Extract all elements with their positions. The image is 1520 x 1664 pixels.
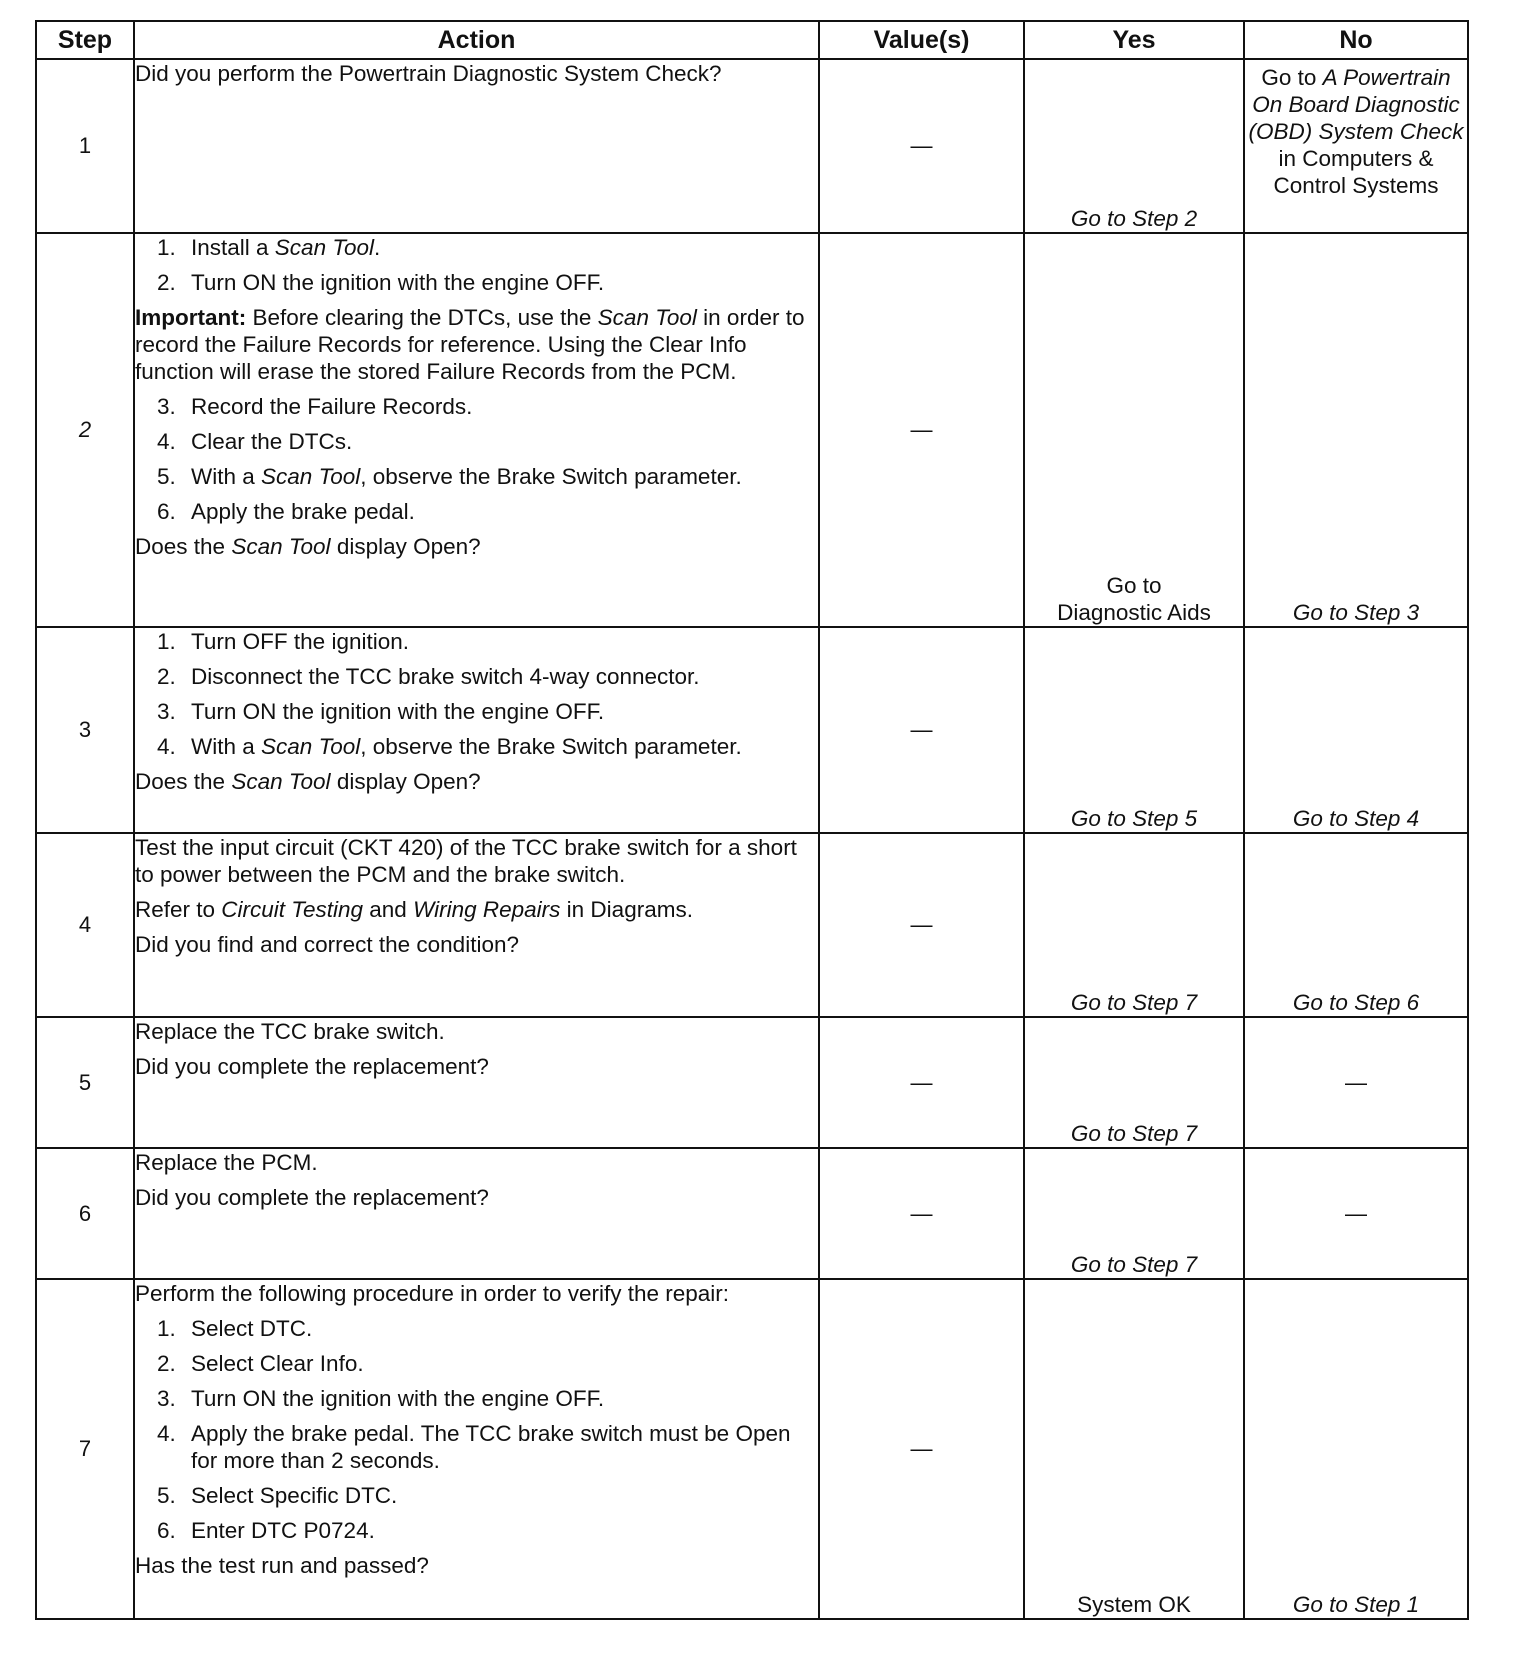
item-text: Turn ON the ignition with the engine OFF. — [191, 699, 605, 724]
item-text: Install a — [191, 235, 275, 260]
question-italic: Scan Tool — [231, 769, 331, 794]
item-text: Turn ON the ignition with the engine OFF. — [191, 270, 605, 295]
item-text: Apply the brake pedal. — [191, 499, 415, 524]
refer-italic: Wiring Repairs — [413, 897, 561, 922]
item-number: 4. — [157, 429, 176, 454]
step-number: 6 — [36, 1148, 134, 1279]
yes-cell: Go to Step 7 — [1024, 833, 1244, 1017]
item-number: 2. — [157, 664, 176, 689]
item-text: Turn OFF the ignition. — [191, 629, 410, 654]
yes-cell: Go to Step 7 — [1024, 1017, 1244, 1148]
question-text: Did you perform the Powertrain Diagnostic System Check? — [135, 61, 722, 86]
item-text: Select Clear Info. — [191, 1351, 364, 1376]
table-row — [36, 1017, 1468, 1148]
table-row — [36, 233, 1468, 627]
no-cell: Go to Step 3 — [1244, 233, 1468, 627]
action-text: Replace the PCM. — [135, 1150, 318, 1175]
yes-cell — [1024, 233, 1244, 627]
item-text: . — [374, 235, 381, 260]
procedure-list — [135, 628, 818, 760]
action-cell — [134, 1279, 819, 1619]
table-row — [36, 833, 1468, 1017]
yes-cell: Go to Step 2 — [1024, 59, 1244, 233]
note-text: Before clearing the DTCs, use the — [246, 305, 598, 330]
step-number: 1 — [36, 59, 134, 233]
item-text: Clear the DTCs. — [191, 429, 353, 454]
procedure-list — [135, 1315, 818, 1544]
no-link: A Powertrain On Board Diagnostic (OBD) System Check — [1248, 65, 1464, 144]
action-text: Perform the following procedure in order to verify the repair: — [135, 1281, 730, 1306]
no-cell: Go to Step 1 — [1244, 1279, 1468, 1619]
item-text: Select Specific DTC. — [191, 1483, 398, 1508]
step-number: 5 — [36, 1017, 134, 1148]
list-item — [135, 1517, 818, 1544]
step-number: 3 — [36, 627, 134, 833]
list-item — [135, 1420, 818, 1474]
item-text: Disconnect the TCC brake switch 4-way connector. — [191, 664, 700, 689]
item-number: 1. — [157, 629, 176, 654]
item-italic: Scan Tool — [274, 235, 375, 260]
procedure-list — [135, 393, 818, 525]
item-number: 6. — [157, 1518, 176, 1543]
list-item — [135, 269, 818, 296]
note-text: in order to record the Failure Records for reference. Using the Clear Info function will erase the stored Failure Records from the PCM. — [135, 305, 805, 384]
item-text: With a — [191, 464, 262, 489]
header-values: Value(s) — [819, 21, 1024, 59]
list-item — [135, 234, 818, 261]
yes-cell: Go to Step 5 — [1024, 627, 1244, 833]
item-text: , observe the Brake Switch parameter. — [360, 734, 742, 759]
value-cell: — — [819, 1148, 1024, 1279]
action-text: Test the input circuit (CKT 420) of the TCC brake switch for a short to power between the PCM and the brake switch. — [135, 835, 797, 887]
item-number: 3. — [157, 1386, 176, 1411]
list-item — [135, 698, 818, 725]
refer-text — [135, 896, 818, 923]
action-cell — [134, 627, 819, 833]
refer-part: in Diagrams. — [560, 897, 693, 922]
value-cell: — — [819, 233, 1024, 627]
no-mid: in — [1278, 146, 1303, 171]
header-action: Action — [134, 21, 819, 59]
header-yes: Yes — [1024, 21, 1244, 59]
item-text: Apply the brake pedal. The TCC brake switch must be Open for more than 2 seconds. — [191, 1421, 791, 1473]
important-note — [135, 304, 818, 385]
item-number: 1. — [157, 235, 176, 260]
item-number: 4. — [157, 1421, 176, 1446]
refer-part: Refer to — [135, 897, 222, 922]
question-text: Did you complete the replacement? — [135, 1185, 489, 1210]
question-text: Did you complete the replacement? — [135, 1054, 489, 1079]
question-text — [135, 768, 818, 795]
item-number: 2. — [157, 1351, 176, 1376]
yes-cell: System OK — [1024, 1279, 1244, 1619]
no-prefix: Go to — [1261, 65, 1323, 90]
refer-part: and — [363, 897, 414, 922]
list-item — [135, 1350, 818, 1377]
table-row — [36, 1279, 1468, 1619]
item-number: 5. — [157, 464, 176, 489]
question-part: Does the — [135, 769, 232, 794]
item-number: 1. — [157, 1316, 176, 1341]
item-number: 3. — [157, 699, 176, 724]
action-cell — [134, 233, 819, 627]
item-text: Enter DTC P0724. — [191, 1518, 375, 1543]
no-suffix: Computers & Control Systems — [1273, 146, 1439, 198]
no-cell: — — [1244, 1148, 1468, 1279]
yes-line: Go to — [1106, 573, 1162, 598]
diagnostic-table — [35, 20, 1469, 1620]
value-cell: — — [819, 1279, 1024, 1619]
question-italic: Scan Tool — [231, 534, 331, 559]
action-cell — [134, 1148, 819, 1279]
question-text — [135, 533, 818, 560]
question-part: display Open? — [330, 769, 481, 794]
list-item — [135, 663, 818, 690]
table-row — [36, 1148, 1468, 1279]
action-cell — [134, 833, 819, 1017]
header-row — [36, 21, 1468, 59]
refer-italic: Circuit Testing — [221, 897, 364, 922]
list-item — [135, 733, 818, 760]
table-row — [36, 627, 1468, 833]
value-cell: — — [819, 1017, 1024, 1148]
value-cell: — — [819, 59, 1024, 233]
list-item — [135, 463, 818, 490]
item-number: 4. — [157, 734, 176, 759]
item-italic: Scan Tool — [261, 734, 361, 759]
step-number: 4 — [36, 833, 134, 1017]
question-part: display Open? — [330, 534, 481, 559]
no-cell — [1244, 59, 1468, 233]
list-item — [135, 1315, 818, 1342]
item-italic: Scan Tool — [261, 464, 361, 489]
header-step: Step — [36, 21, 134, 59]
action-cell — [134, 1017, 819, 1148]
value-cell: — — [819, 833, 1024, 1017]
item-number: 2. — [157, 270, 176, 295]
procedure-list — [135, 234, 818, 296]
list-item — [135, 1385, 818, 1412]
list-item — [135, 628, 818, 655]
step-number: 7 — [36, 1279, 134, 1619]
question-text: Has the test run and passed? — [135, 1553, 429, 1578]
item-text: Select DTC. — [191, 1316, 313, 1341]
item-number: 5. — [157, 1483, 176, 1508]
item-number: 3. — [157, 394, 176, 419]
action-cell — [134, 59, 819, 233]
item-text: Turn ON the ignition with the engine OFF. — [191, 1386, 605, 1411]
no-cell: Go to Step 6 — [1244, 833, 1468, 1017]
list-item — [135, 498, 818, 525]
yes-line: Diagnostic Aids — [1057, 600, 1211, 625]
item-text: Record the Failure Records. — [191, 394, 473, 419]
step-number: 2 — [36, 233, 134, 627]
list-item — [135, 428, 818, 455]
value-cell: — — [819, 627, 1024, 833]
table-row — [36, 59, 1468, 233]
no-cell: — — [1244, 1017, 1468, 1148]
list-item — [135, 1482, 818, 1509]
question-part: Does the — [135, 534, 232, 559]
note-italic: Scan Tool — [597, 305, 697, 330]
important-label: Important: — [135, 305, 247, 330]
action-text: Replace the TCC brake switch. — [135, 1019, 445, 1044]
item-number: 6. — [157, 499, 176, 524]
question-text: Did you find and correct the condition? — [135, 932, 519, 957]
header-no: No — [1244, 21, 1468, 59]
no-cell: Go to Step 4 — [1244, 627, 1468, 833]
yes-cell: Go to Step 7 — [1024, 1148, 1244, 1279]
item-text: With a — [191, 734, 262, 759]
item-text: , observe the Brake Switch parameter. — [360, 464, 742, 489]
list-item — [135, 393, 818, 420]
